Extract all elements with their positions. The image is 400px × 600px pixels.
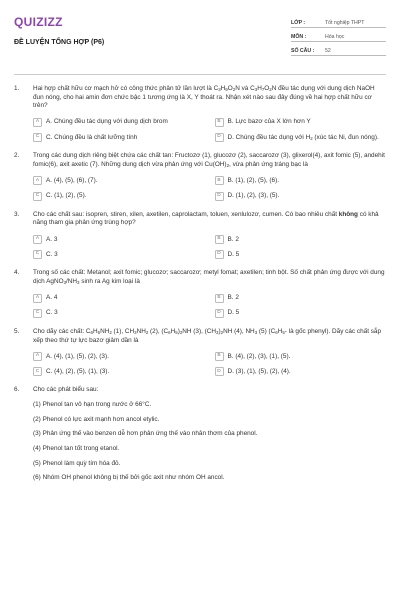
subscript: 7 bbox=[261, 87, 265, 92]
option-text: A. (4), (5), (6), (7). bbox=[46, 176, 98, 184]
option-letter-box[interactable]: A bbox=[33, 118, 42, 127]
subscript: 5 bbox=[282, 329, 285, 335]
statement-item: (5) Phenol làm quỳ tím hóa đỏ. bbox=[33, 459, 121, 467]
meta-row-class bbox=[291, 14, 386, 28]
answer-option-d[interactable] bbox=[215, 309, 387, 318]
subscript: 6 bbox=[90, 329, 93, 335]
subscript: 3 bbox=[216, 329, 219, 335]
subscript: 2 bbox=[145, 329, 149, 335]
meta-label: SỐ CÂU : bbox=[291, 47, 315, 54]
option-letter-box[interactable]: A bbox=[33, 176, 42, 185]
text-run: NH bbox=[100, 327, 110, 335]
statement-item: (6) Nhóm OH phenol không bị thế bởi gốc axit như nhóm OH ancol. bbox=[33, 474, 225, 482]
option-text: D. 5 bbox=[227, 309, 240, 317]
question-head bbox=[14, 85, 386, 111]
question-text bbox=[33, 211, 386, 228]
subscript: 3 bbox=[63, 279, 67, 285]
answer-option-a[interactable] bbox=[33, 294, 205, 303]
subscript: 2 bbox=[226, 162, 230, 168]
option-letter-box[interactable]: D bbox=[215, 309, 224, 318]
option-text: A. Chúng đều tác dụng với dung dịch brom bbox=[46, 118, 168, 126]
text-run: H bbox=[220, 85, 226, 92]
question-number: 4. bbox=[14, 269, 20, 277]
text-run: O bbox=[227, 85, 233, 92]
header-divider bbox=[14, 74, 386, 75]
option-letter-box[interactable]: B bbox=[215, 176, 224, 185]
text-run: - là gốc phenyl). Dãy các chất sắp xếp theo thứ tự lực bazơ giảm dần là bbox=[33, 327, 382, 344]
option-letter-box[interactable]: D bbox=[215, 250, 224, 259]
answer-options bbox=[14, 176, 386, 200]
option-letter-box[interactable]: A bbox=[33, 235, 42, 244]
text-run: (1), CH bbox=[111, 327, 135, 335]
question-head bbox=[14, 328, 386, 345]
question-number: 6. bbox=[14, 386, 20, 394]
option-text: C. (4), (2), (5), (1), (3). bbox=[46, 367, 110, 375]
text-run: (xúc tác Ni, đun nóng). bbox=[312, 133, 379, 141]
option-letter-box[interactable]: B bbox=[215, 352, 224, 361]
option-text: B. (4), (2), (3), (1), (5). bbox=[227, 352, 291, 360]
answer-option-b[interactable] bbox=[215, 352, 387, 361]
answer-option-b[interactable] bbox=[215, 118, 387, 127]
option-text: B. (1), (2), (5), (6). bbox=[227, 176, 279, 184]
question-4 bbox=[14, 269, 386, 318]
option-text: A. 4 bbox=[46, 294, 58, 302]
text-run: (2), (C bbox=[148, 327, 169, 335]
option-text: B. 2 bbox=[227, 294, 239, 302]
answer-option-b[interactable] bbox=[215, 235, 387, 244]
option-text: B. 2 bbox=[227, 235, 239, 243]
meta-value: Hóa học bbox=[325, 33, 345, 40]
option-letter-box[interactable]: B bbox=[215, 235, 224, 244]
text-run: Trong các dung dịch riêng biệt chứa các chất tan: Fructozơ (1), glucozơ (2), saccarozơ (3), glixerol(4), axit fomic (5), andehit fomic(6), axit axetic (7). Những dung dịch vừa phản ứng với Cu(OH) bbox=[33, 152, 385, 168]
statement-item: (3) Phản ứng thế vào benzen dễ hơn phản ứng thế vào nhân thơm của phenol. bbox=[33, 430, 258, 438]
question-head bbox=[14, 152, 386, 169]
question-number: 5. bbox=[14, 327, 20, 335]
answer-options bbox=[14, 352, 386, 376]
option-letter-box[interactable]: A bbox=[33, 294, 42, 303]
option-text: D. 5 bbox=[227, 250, 240, 258]
option-letter-box[interactable]: C bbox=[33, 192, 42, 201]
question-3 bbox=[14, 211, 386, 260]
question-number: 2. bbox=[14, 152, 20, 160]
subscript: 6 bbox=[168, 329, 171, 335]
text-run: Cho các chất sau: isopren, stiren, xilen, axetilen, caprolactam, toluen, xenlulozơ, cumen. Có bao nhiêu chất bbox=[33, 210, 339, 218]
option-text: A. 3 bbox=[46, 235, 58, 243]
meta-row-subject bbox=[291, 28, 386, 42]
option-letter-box[interactable]: C bbox=[33, 250, 42, 259]
statement-item: (1) Phenol tan vô hạn trong nước ở 66°C. bbox=[33, 401, 152, 409]
subscript: 3 bbox=[218, 87, 221, 92]
meta-info bbox=[291, 14, 386, 66]
text-run: , vừa phản ứng tráng bạc là bbox=[229, 160, 308, 168]
text-run: N bbox=[235, 85, 240, 92]
answer-option-a[interactable] bbox=[33, 352, 205, 361]
option-text: C. 3 bbox=[46, 250, 58, 258]
text-run: H bbox=[277, 327, 283, 335]
option-text: D. (1), (2), (3), (5). bbox=[227, 192, 280, 200]
option-letter-box[interactable]: B bbox=[215, 118, 224, 127]
answer-option-a[interactable] bbox=[33, 235, 205, 244]
text-run: H bbox=[93, 327, 98, 335]
option-letter-box[interactable]: B bbox=[215, 294, 224, 303]
subscript: 6 bbox=[275, 329, 278, 335]
meta-label: LỚP : bbox=[291, 19, 306, 26]
text-run: NH (4), NH bbox=[223, 327, 255, 335]
question-6 bbox=[14, 386, 386, 482]
text-run: sinh ra Ag kim loại là bbox=[79, 277, 140, 285]
question-text bbox=[33, 269, 386, 286]
subscript: 3 bbox=[77, 279, 80, 285]
subscript: 2 bbox=[220, 329, 224, 335]
question-head bbox=[14, 211, 386, 228]
option-text: C. Chúng đều là chất lưỡng tính bbox=[46, 133, 138, 141]
question-text bbox=[33, 85, 386, 111]
text-run: ) bbox=[177, 327, 180, 335]
meta-label: MÔN : bbox=[291, 33, 307, 40]
subscript: 5 bbox=[175, 329, 178, 335]
answer-options bbox=[14, 235, 386, 259]
question-text: Cho các phát biểu sau: bbox=[33, 386, 99, 394]
option-text: D. (3), (1), (5), (2), (4). bbox=[227, 367, 291, 375]
answer-option-c[interactable] bbox=[33, 250, 205, 259]
answer-option-d[interactable] bbox=[215, 133, 387, 142]
question-5 bbox=[14, 328, 386, 377]
meta-row-count bbox=[291, 42, 386, 56]
option-letter-box[interactable]: A bbox=[33, 352, 42, 361]
answer-option-c[interactable] bbox=[33, 309, 205, 318]
header bbox=[14, 14, 386, 66]
subscript: 9 bbox=[225, 87, 228, 92]
subscript: 2 bbox=[179, 329, 183, 335]
subscript: 5 bbox=[97, 329, 101, 335]
text-run: H bbox=[170, 327, 176, 335]
subscript: 2 bbox=[310, 135, 313, 141]
option-letter-box[interactable]: D bbox=[215, 192, 224, 201]
question-text bbox=[33, 152, 386, 169]
text-run: H bbox=[257, 85, 262, 92]
question-number: 1. bbox=[14, 85, 20, 92]
text-run: và C bbox=[239, 85, 255, 92]
option-text: C. 3 bbox=[46, 309, 58, 317]
answer-option-a[interactable] bbox=[33, 176, 205, 185]
subscript: 3 bbox=[134, 329, 137, 335]
brand bbox=[14, 14, 214, 66]
answer-option-c[interactable] bbox=[33, 367, 205, 376]
answer-option-a[interactable] bbox=[33, 118, 205, 127]
text-run: NH (3), (CH bbox=[182, 327, 217, 335]
statement-item: (4) Phenol tan tốt trong etanol. bbox=[33, 445, 120, 453]
meta-value: 52 bbox=[325, 47, 331, 54]
question-head bbox=[14, 269, 386, 286]
text-run: Trong số các chất: Metanol; axit fomic; glucozơ; saccarozơ; metyl fomat; axetilen; tinh bột. Số chất phản ứng được với dung dịch AgNO bbox=[33, 269, 385, 285]
option-letter-box[interactable]: D bbox=[215, 367, 224, 376]
answer-option-b[interactable] bbox=[215, 294, 387, 303]
text-run: D. Chúng đều tác dụng với H bbox=[227, 133, 311, 141]
subscript: 3 bbox=[254, 329, 258, 335]
text-run: /NH bbox=[66, 277, 78, 285]
answer-option-d[interactable] bbox=[215, 367, 387, 376]
subscript: 3 bbox=[254, 87, 258, 92]
subscript: 2 bbox=[269, 87, 272, 92]
option-letter-box[interactable]: C bbox=[33, 309, 42, 318]
text-run: (5) (C bbox=[257, 327, 276, 335]
question-head bbox=[14, 386, 386, 395]
question-text bbox=[33, 328, 386, 345]
document-title: ĐỀ LUYỆN TỔNG HỢP (P6) bbox=[14, 39, 105, 47]
option-letter-box[interactable]: C bbox=[33, 133, 42, 142]
text-run: NH bbox=[136, 327, 146, 335]
text-run: ) bbox=[218, 327, 221, 335]
statement-list bbox=[14, 401, 386, 483]
subscript: 2 bbox=[232, 87, 236, 92]
question-1 bbox=[14, 85, 386, 142]
answer-option-d[interactable] bbox=[215, 192, 387, 201]
option-text: C. (1), (2), (5). bbox=[46, 192, 87, 200]
text-run: Hai hợp chất hữu cơ mạch hở có công thức phân tử lần lượt là C bbox=[33, 85, 219, 92]
option-letter-box[interactable]: D bbox=[215, 133, 224, 142]
text-run: Cho dãy các chất: C bbox=[33, 327, 91, 335]
emphasis-text: không bbox=[338, 210, 358, 218]
quizizz-logo: QUIZIZZ bbox=[14, 15, 63, 29]
option-letter-box[interactable]: C bbox=[33, 367, 42, 376]
answer-options bbox=[14, 294, 386, 318]
text-run: N đều tác dụng với dung dịch NaOH đun nóng, cho hai amin đơn chức bậc 1 tương ứng là X, Y thoát ra. Nhận xét nào sau đây đúng về hai hợp chất hữu cơ trên? bbox=[33, 85, 375, 110]
subscript: 2 bbox=[109, 329, 112, 335]
answer-options bbox=[14, 118, 386, 142]
statement-item: (2) Phenol có lực axit mạnh hơn ancol etylic. bbox=[33, 415, 160, 423]
option-text: A. (4), (1), (5), (2), (3). bbox=[46, 352, 109, 360]
answer-option-c[interactable] bbox=[33, 133, 205, 142]
text-run: O bbox=[264, 85, 270, 92]
answer-option-b[interactable] bbox=[215, 176, 387, 185]
answer-option-d[interactable] bbox=[215, 250, 387, 259]
question-2 bbox=[14, 152, 386, 201]
answer-option-c[interactable] bbox=[33, 192, 205, 201]
text-run: có khả năng tham gia phản ứng trùng hợp? bbox=[33, 210, 379, 227]
meta-value: Tốt nghiệp THPT bbox=[325, 19, 365, 26]
option-text bbox=[228, 133, 379, 142]
question-number: 3. bbox=[14, 210, 20, 218]
question-list bbox=[14, 85, 386, 483]
option-text: B. Lực bazơ của X lớn hơn Y bbox=[227, 118, 311, 126]
